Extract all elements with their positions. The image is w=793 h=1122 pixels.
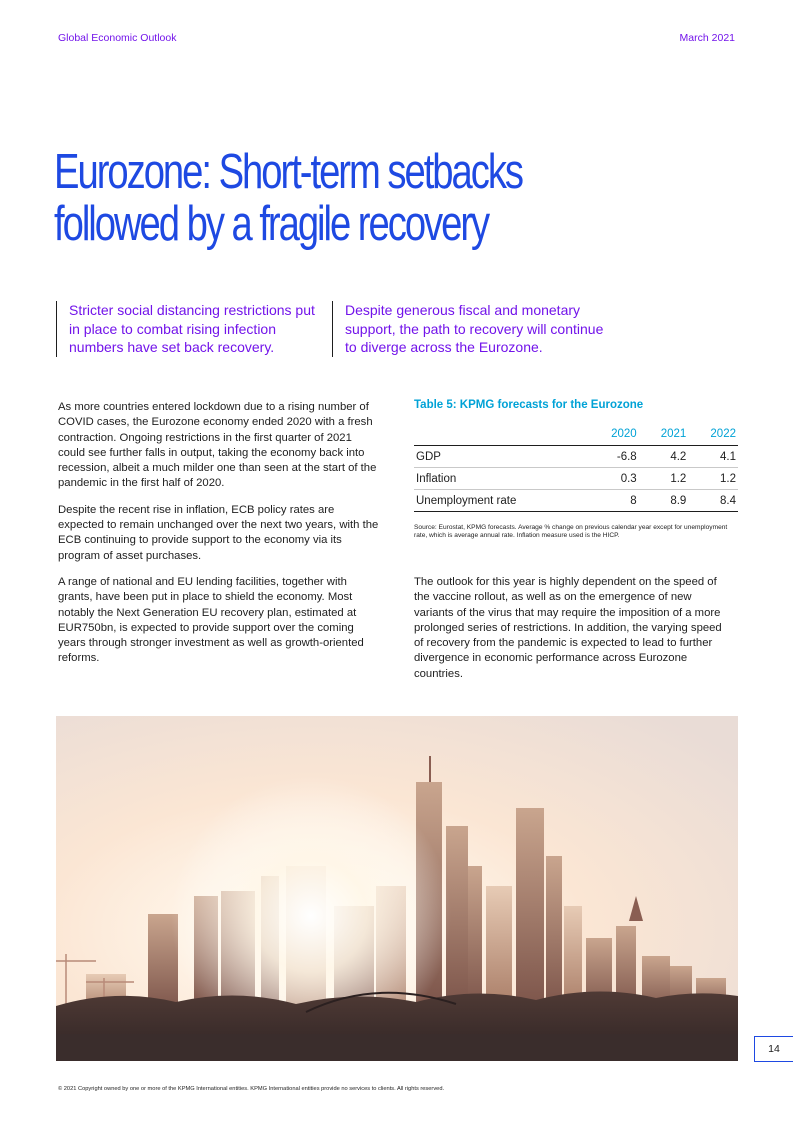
- page-title: [54, 146, 616, 250]
- page-title-line-2: followed by a fragile recovery: [54, 197, 489, 251]
- pull-quote-2: Despite generous fiscal and monetary support, the path to recovery will continue to diverge across the Eurozone.: [332, 301, 612, 357]
- table-source-note: Source: Eurostat, KPMG forecasts. Average % change on previous calendar year except for unemployment rate, which is average annual rate. Inflation measure used is the HICP.: [414, 524, 728, 540]
- table-cell: 8: [589, 490, 639, 512]
- table-cell: 1.2: [688, 468, 738, 490]
- table-header-cell: 2020: [589, 426, 639, 446]
- table-row-label: GDP: [414, 446, 589, 468]
- table-cell: 4.1: [688, 446, 738, 468]
- table-cell: 8.9: [639, 490, 689, 512]
- table-cell: -6.8: [589, 446, 639, 468]
- table-cell: 1.2: [639, 468, 689, 490]
- table-header-cell: 2021: [639, 426, 689, 446]
- body-paragraph: Despite the recent rise in inflation, ECB policy rates are expected to remain unchanged over the next two years, with the ECB continuing to provide support to the economy via its program of asset purchases.: [58, 503, 379, 562]
- copyright-footer: © 2021 Copyright owned by one or more of the KPMG International entities. KPMG International entities provide no services to clients. All rights reserved.: [58, 1086, 445, 1092]
- table-header-cell: 2022: [688, 426, 738, 446]
- table-cell: 8.4: [688, 490, 738, 512]
- table-cell: 4.2: [639, 446, 689, 468]
- body-paragraph: The outlook for this year is highly dependent on the speed of the vaccine rollout, as well as on the emergence of new variants of the virus that may require the imposition of a more prolonged series of restrictions. In addition, the varying speed of recovery from the pandemic is expected to lead to further divergence in economic performance across Eurozone countries.: [414, 576, 722, 680]
- page-number: 14: [754, 1036, 793, 1062]
- table-row: [414, 446, 738, 468]
- table-row-label: Inflation: [414, 468, 589, 490]
- page-title-line-1: Eurozone: Short-term setbacks: [54, 145, 523, 199]
- table-cell: 0.3: [589, 468, 639, 490]
- table-row: [414, 490, 738, 512]
- body-paragraph: As more countries entered lockdown due to a rising number of COVID cases, the Eurozone economy ended 2020 with a fresh contraction. Ongoing restrictions in the first quarter of 2021 could see further falls in output, taking the economy back into recession, albeit a much milder one than seen at the start of the pandemic in the first half of 2020.: [58, 401, 377, 490]
- table-header-cell: [414, 426, 589, 446]
- table-row: [414, 468, 738, 490]
- header-date: March 2021: [679, 32, 735, 44]
- table-header-row: [414, 426, 738, 446]
- header-publication-title: Global Economic Outlook: [58, 32, 177, 44]
- table-title: Table 5: KPMG forecasts for the Eurozone: [414, 399, 644, 411]
- body-column-left: [58, 400, 380, 678]
- body-paragraph: A range of national and EU lending facilities, together with grants, have been put in place to shield the economy. Most notably the Next Generation EU recovery plan, estimated at EUR750bn, is expected to provide support over the coming years through stronger investment as well as growth-oriented reforms.: [58, 575, 364, 665]
- pull-quote-1: Stricter social distancing restrictions put in place to combat rising infection numbers have set back recovery.: [56, 301, 326, 357]
- table-row-label: Unemployment rate: [414, 490, 589, 512]
- forecast-table: [414, 426, 738, 512]
- skyline-photo: [56, 716, 738, 1061]
- body-column-right: [414, 575, 734, 693]
